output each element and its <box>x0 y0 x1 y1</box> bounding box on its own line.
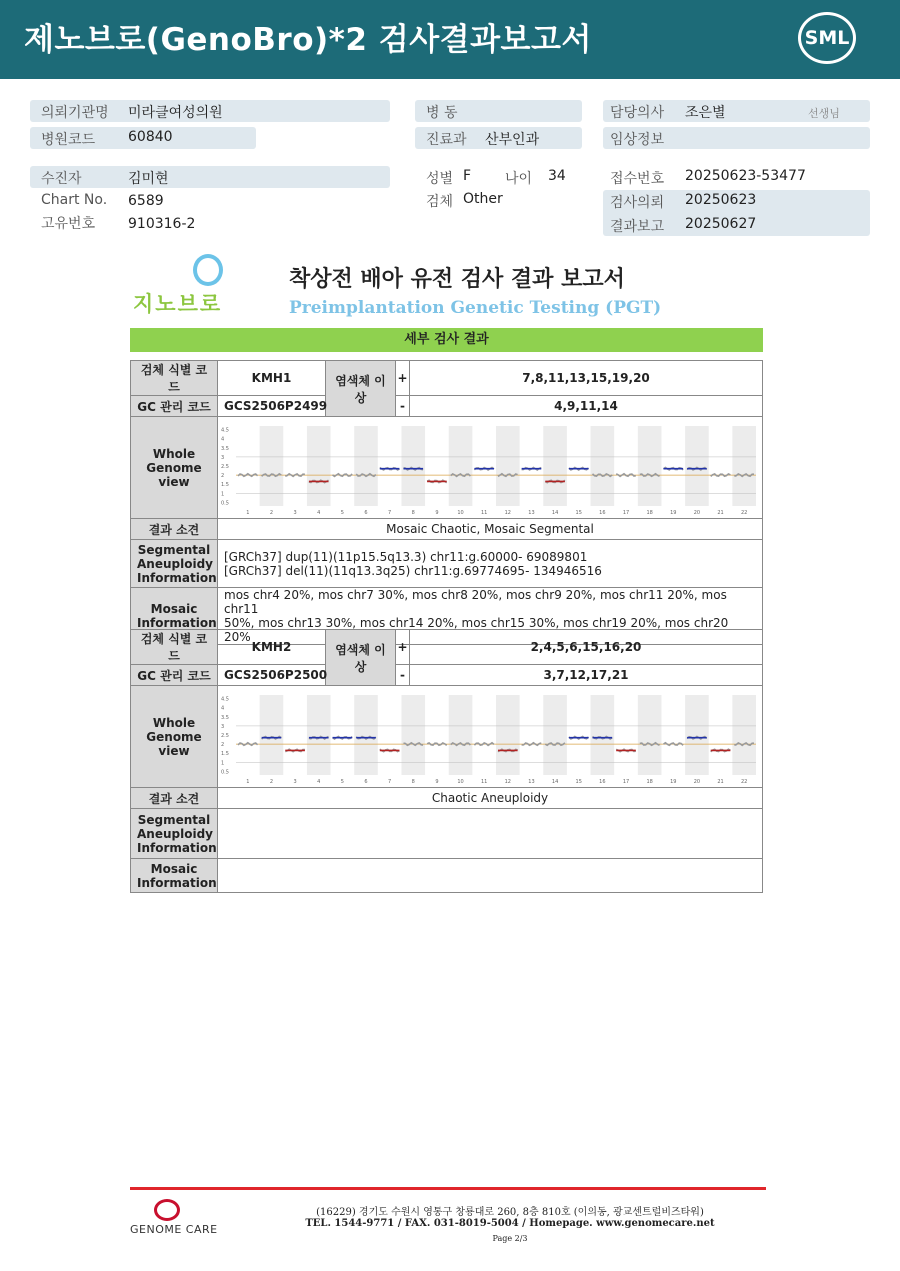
x-tick-label: 3 <box>293 778 297 785</box>
whole-genome-plot-2 <box>218 687 763 787</box>
x-tick-label: 7 <box>388 778 392 785</box>
y-tick-label: 4.5 <box>221 696 229 703</box>
y-tick-label: 2.5 <box>221 463 229 470</box>
mosaic-label: Mosaic Information <box>131 859 218 893</box>
chromosome-band <box>543 426 567 506</box>
gc-code-label: GC 관리 코드 <box>131 396 218 417</box>
copy-number-trace <box>664 742 684 745</box>
unique-value: 910316-2 <box>128 216 196 232</box>
chromosome-band <box>591 426 615 506</box>
gain-chromosomes: 7,8,11,13,15,19,20 <box>410 361 763 396</box>
patient-value: 김미현 <box>128 171 169 187</box>
mosaic-label: Mosaic Information <box>131 588 218 645</box>
segmental-info <box>218 809 763 859</box>
chromosome-band <box>307 426 331 506</box>
x-tick-label: 5 <box>340 778 344 785</box>
x-tick-label: 9 <box>435 778 439 785</box>
result-label: 결과 소견 <box>131 519 218 540</box>
age-value: 34 <box>548 168 566 184</box>
x-tick-label: 19 <box>670 509 677 516</box>
x-tick-label: 10 <box>457 778 464 785</box>
chromosome-band <box>732 695 756 775</box>
genome-care-logo-text: GENOME CARE <box>130 1223 218 1236</box>
x-tick-label: 1 <box>246 778 250 785</box>
x-tick-label: 22 <box>740 778 748 785</box>
chromosome-band <box>401 695 425 775</box>
gc-code-label: GC 관리 코드 <box>131 665 218 686</box>
x-tick-label: 15 <box>575 778 582 785</box>
x-tick-label: 13 <box>528 778 535 785</box>
doctor-suffix: 선생님 <box>808 107 840 120</box>
dept-label: 진료과 <box>426 132 467 148</box>
request-label: 검사의뢰 <box>610 195 665 211</box>
specimen-label: 검체 <box>426 194 454 210</box>
sample-table-1 <box>130 360 763 645</box>
gc-code-value: GCS2506P2499 <box>218 396 326 417</box>
x-tick-label: 10 <box>457 509 464 516</box>
x-tick-label: 13 <box>528 509 535 516</box>
x-tick-label: 21 <box>717 778 724 785</box>
segmental-line: [GRCh37] dup(11)(11p15.5q13.3) chr11:g.60000- 69089801 <box>224 549 588 564</box>
chrom-abn-label: 염색체 이상 <box>326 630 396 686</box>
chromosome-band <box>449 426 473 506</box>
whole-genome-label: Whole Genome view <box>131 417 218 519</box>
copy-number-trace <box>522 742 542 745</box>
x-tick-label: 16 <box>599 509 606 516</box>
x-tick-label: 7 <box>388 509 392 516</box>
x-tick-label: 14 <box>551 778 559 785</box>
y-tick-label: 2 <box>221 472 225 479</box>
chromosome-band <box>260 426 284 506</box>
unique-label: 고유번호 <box>41 216 96 232</box>
result-value: Mosaic Chaotic, Mosaic Segmental <box>218 519 763 540</box>
chromosome-band <box>591 695 615 775</box>
report-label: 결과보고 <box>610 219 665 235</box>
whole-genome-plot-1 <box>218 418 763 518</box>
age-label: 나이 <box>505 171 533 187</box>
chromosome-band <box>496 426 520 506</box>
chart-label: Chart No. <box>41 192 108 208</box>
y-tick-label: 1.5 <box>221 481 229 488</box>
copy-number-trace <box>427 742 447 745</box>
x-tick-label: 16 <box>599 778 606 785</box>
genome-plot-cell <box>218 686 763 788</box>
patient-label: 수진자 <box>41 171 82 187</box>
sample-code-value: KMH2 <box>218 630 326 665</box>
x-tick-label: 17 <box>622 778 630 785</box>
x-tick-label: 4 <box>317 778 321 785</box>
chromosome-band <box>732 426 756 506</box>
chromosome-band <box>685 695 709 775</box>
x-tick-label: 3 <box>293 509 297 516</box>
gain-sign: + <box>396 630 410 665</box>
chromosome-band <box>449 695 473 775</box>
y-tick-label: 3 <box>221 723 225 730</box>
y-tick-label: 1 <box>221 759 225 766</box>
segmental-info <box>218 540 763 588</box>
sample-code-value: KMH1 <box>218 361 326 396</box>
org-value: 미라클여성의원 <box>128 105 223 121</box>
segmental-line: [GRCh37] del(11)(11q13.3q25) chr11:g.69774695- 134946516 <box>224 563 602 578</box>
mosaic-info <box>218 859 763 893</box>
x-tick-label: 18 <box>646 778 653 785</box>
loss-chromosomes: 3,7,12,17,21 <box>410 665 763 686</box>
loss-chromosomes: 4,9,11,14 <box>410 396 763 417</box>
y-tick-label: 1 <box>221 490 225 497</box>
chrom-abn-label: 염색체 이상 <box>326 361 396 417</box>
sml-logo-text: SML <box>804 27 850 49</box>
result-value: Chaotic Aneuploidy <box>218 788 763 809</box>
segmental-label: Segmental Aneuploidy Information <box>131 809 218 859</box>
chromosome-band <box>401 426 425 506</box>
y-tick-label: 3.5 <box>221 714 229 721</box>
hospital-code-value: 60840 <box>128 129 173 145</box>
sample-code-label: 검체 식별 코드 <box>131 361 218 396</box>
x-tick-label: 2 <box>269 509 274 516</box>
chromosome-band <box>685 426 709 506</box>
x-tick-label: 1 <box>246 509 250 516</box>
y-tick-label: 2 <box>221 741 225 748</box>
copy-number-trace <box>711 473 731 476</box>
y-tick-label: 1.5 <box>221 750 229 757</box>
mosaic-line: 50%, mos chr13 30%, mos chr14 20%, mos chr15 30%, mos chr19 20%, mos chr20 20% <box>224 616 729 644</box>
x-tick-label: 12 <box>504 778 512 785</box>
y-tick-label: 0.5 <box>221 499 229 506</box>
chromosome-band <box>354 426 378 506</box>
x-tick-label: 8 <box>411 509 415 516</box>
x-tick-label: 17 <box>622 509 630 516</box>
section-title: 세부 검사 결과 <box>130 328 763 352</box>
chromosome-band <box>307 695 331 775</box>
chromosome-band <box>638 695 662 775</box>
x-tick-label: 6 <box>364 778 368 785</box>
x-tick-label: 8 <box>411 778 415 785</box>
x-tick-label: 22 <box>740 509 748 516</box>
gc-code-value: GCS2506P2500 <box>218 665 326 686</box>
gain-chromosomes: 2,4,5,6,15,16,20 <box>410 630 763 665</box>
genome-plot-cell <box>218 417 763 519</box>
receipt-value: 20250623-53477 <box>685 168 806 184</box>
report-value: 20250627 <box>685 216 757 232</box>
sml-logo <box>798 12 856 64</box>
x-tick-label: 21 <box>717 509 724 516</box>
y-tick-label: 4.5 <box>221 427 229 434</box>
ward-label: 병 동 <box>426 105 458 121</box>
x-tick-label: 5 <box>340 509 344 516</box>
chromosome-band <box>496 695 520 775</box>
x-tick-label: 12 <box>504 509 512 516</box>
x-tick-label: 9 <box>435 509 439 516</box>
x-tick-label: 11 <box>480 778 488 785</box>
x-tick-label: 2 <box>269 778 274 785</box>
footer-address: (16229) 경기도 수원시 영통구 창룡대로 260, 8층 810호 (이의동, 광교센트럴비즈타워) <box>316 1207 704 1218</box>
x-tick-label: 20 <box>693 778 701 785</box>
y-tick-label: 0.5 <box>221 768 229 775</box>
loss-sign: - <box>396 396 410 417</box>
chromosome-band <box>354 695 378 775</box>
x-tick-label: 4 <box>317 509 321 516</box>
specimen-value: Other <box>463 191 503 207</box>
x-tick-label: 19 <box>670 778 677 785</box>
chart-value: 6589 <box>128 193 164 209</box>
y-tick-label: 3 <box>221 454 225 461</box>
dept-value: 산부인과 <box>485 132 540 148</box>
x-tick-label: 15 <box>575 509 582 516</box>
result-label: 결과 소견 <box>131 788 218 809</box>
copy-number-trace <box>616 473 636 476</box>
doctor-value: 조은별 <box>685 105 726 121</box>
x-tick-label: 18 <box>646 509 653 516</box>
x-tick-label: 14 <box>551 509 559 516</box>
sex-label: 성별 <box>426 171 454 187</box>
sample-table-2 <box>130 629 763 893</box>
dna-icon <box>193 254 223 286</box>
footer-divider <box>130 1187 766 1190</box>
y-tick-label: 4 <box>221 705 225 712</box>
whole-genome-label: Whole Genome view <box>131 686 218 788</box>
x-tick-label: 6 <box>364 509 368 516</box>
sex-value: F <box>463 168 472 184</box>
sample-code-label: 검체 식별 코드 <box>131 630 218 665</box>
request-value: 20250623 <box>685 192 757 208</box>
genome-care-icon <box>154 1199 180 1221</box>
org-label: 의뢰기관명 <box>41 105 109 121</box>
gain-sign: + <box>396 361 410 396</box>
loss-sign: - <box>396 665 410 686</box>
x-tick-label: 20 <box>693 509 701 516</box>
patient-pill <box>30 166 390 188</box>
copy-number-trace <box>285 473 305 476</box>
y-tick-label: 3.5 <box>221 445 229 452</box>
footer-contact: TEL. 1544-9771 / FAX. 031-8019-5004 / Homepage. www.genomecare.net <box>305 1218 715 1229</box>
x-tick-label: 11 <box>480 509 488 516</box>
mosaic-line: mos chr4 20%, mos chr7 30%, mos chr8 20%, mos chr9 20%, mos chr11 20%, mos chr11 <box>224 588 727 616</box>
segmental-label: Segmental Aneuploidy Information <box>131 540 218 588</box>
genobro-logo <box>133 254 245 316</box>
y-tick-label: 2.5 <box>221 732 229 739</box>
report-title: 제노브로(GenoBro)*2 검사결과보고서 <box>24 22 592 58</box>
genome-care-logo <box>130 1199 220 1239</box>
y-tick-label: 4 <box>221 436 225 443</box>
chromosome-band <box>260 695 284 775</box>
chromosome-band <box>543 695 567 775</box>
genobro-logo-word: 지노브로 <box>133 292 223 316</box>
hospital-code-label: 병원코드 <box>41 132 96 148</box>
footer-page: Page 2/3 <box>492 1234 528 1243</box>
header-bar <box>0 0 900 79</box>
pgt-subtitle: Preimplantation Genetic Testing (PGT) <box>289 298 662 318</box>
doctor-label: 담당의사 <box>610 105 665 121</box>
receipt-label: 접수번호 <box>610 171 665 187</box>
pgt-title: 착상전 배아 유전 검사 결과 보고서 <box>289 267 625 292</box>
chromosome-band <box>638 426 662 506</box>
clinical-label: 임상정보 <box>610 132 665 148</box>
